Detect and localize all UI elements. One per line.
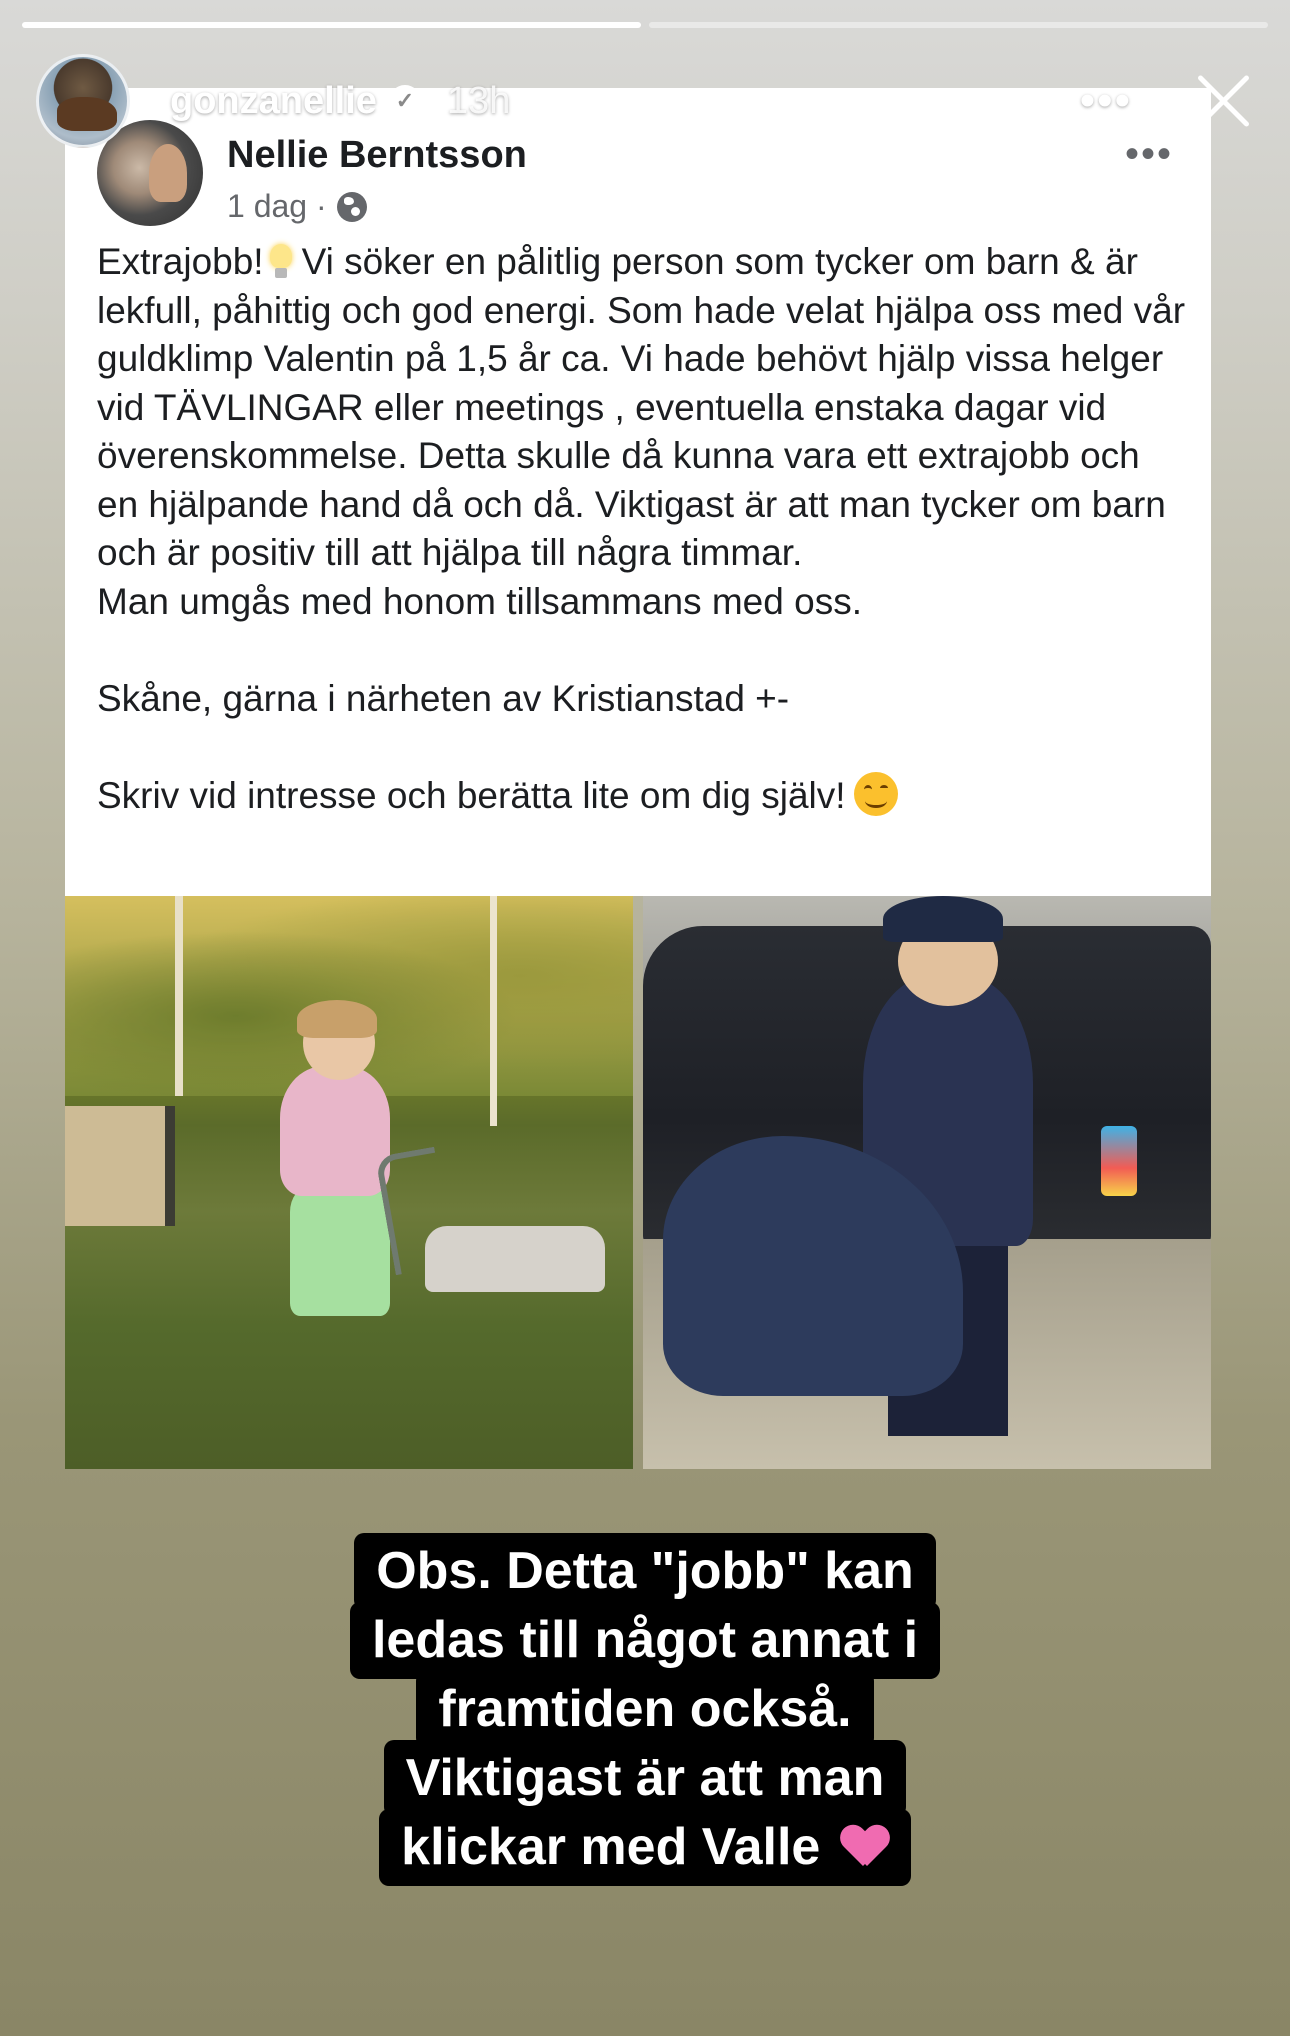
caption-line-3: framtiden också. <box>416 1671 873 1748</box>
caption-line-1: Obs. Detta "jobb" kan <box>354 1533 936 1610</box>
smile-icon <box>854 772 898 816</box>
post-text-main: Vi söker en pålitlig person som tycker om barn & är lekfull, påhittig och god energi. Som hade velat hjälpa oss med vår guldklimp Valentin på 1,5 år ca. Vi hade behövt hjälp vissa helger vid TÄVLINGAR eller meetings , eventuella enstaka dagar vid överenskommelse. Detta skulle då kunna vara ett extrajobb och en hjälpande hand då och då. Viktigast är att man tycker om barn och är positiv till att hjälpa till några timmar. <box>97 241 1186 573</box>
story-user[interactable] <box>170 80 510 123</box>
post-paragraph-4 <box>97 772 1187 821</box>
caption-line-4: Viktigast är att man <box>384 1740 907 1817</box>
post-author-name[interactable]: Nellie Berntsson <box>227 134 527 176</box>
post-paragraph-2: Man umgås med honom tillsammans med oss. <box>97 580 862 622</box>
post-paragraph-3: Skåne, gärna i närheten av Kristianstad +- <box>97 677 790 719</box>
progress-segment-1 <box>22 22 641 28</box>
post-paragraph-1 <box>97 238 1187 578</box>
lightbulb-icon <box>270 244 292 280</box>
story-header <box>36 54 1254 148</box>
story-username[interactable]: gonzanellie <box>170 79 377 122</box>
progress-segment-2 <box>649 22 1268 28</box>
photo-woman-stroller[interactable] <box>643 896 1211 1469</box>
close-icon[interactable] <box>1192 70 1254 132</box>
post-meta <box>227 188 367 225</box>
story-actions <box>1080 70 1254 132</box>
story-caption <box>0 1533 1290 1886</box>
caption-line-5 <box>379 1809 911 1886</box>
story-time: 13h <box>446 79 511 122</box>
photo-child-walker[interactable] <box>65 896 633 1469</box>
caption-line-2: ledas till något annat i <box>350 1602 940 1679</box>
story-progress <box>22 22 1268 28</box>
story-more-button[interactable]: ••• <box>1079 76 1132 125</box>
verified-icon: ✓ <box>389 85 421 117</box>
post-text-cta: Skriv vid intresse och berätta lite om dig själv! <box>97 774 846 816</box>
heart-icon <box>841 1826 889 1870</box>
globe-icon <box>337 192 367 222</box>
post-more-button[interactable]: ••• <box>1124 132 1173 176</box>
post-time: 1 dag · <box>227 188 327 224</box>
post-intro: Extrajobb! <box>97 241 264 282</box>
caption-line-5-text: klickar med Valle <box>401 1818 821 1876</box>
post-body <box>97 238 1187 820</box>
story-avatar[interactable] <box>36 54 130 148</box>
post-photos <box>65 896 1211 1469</box>
facebook-post-card <box>65 88 1211 896</box>
